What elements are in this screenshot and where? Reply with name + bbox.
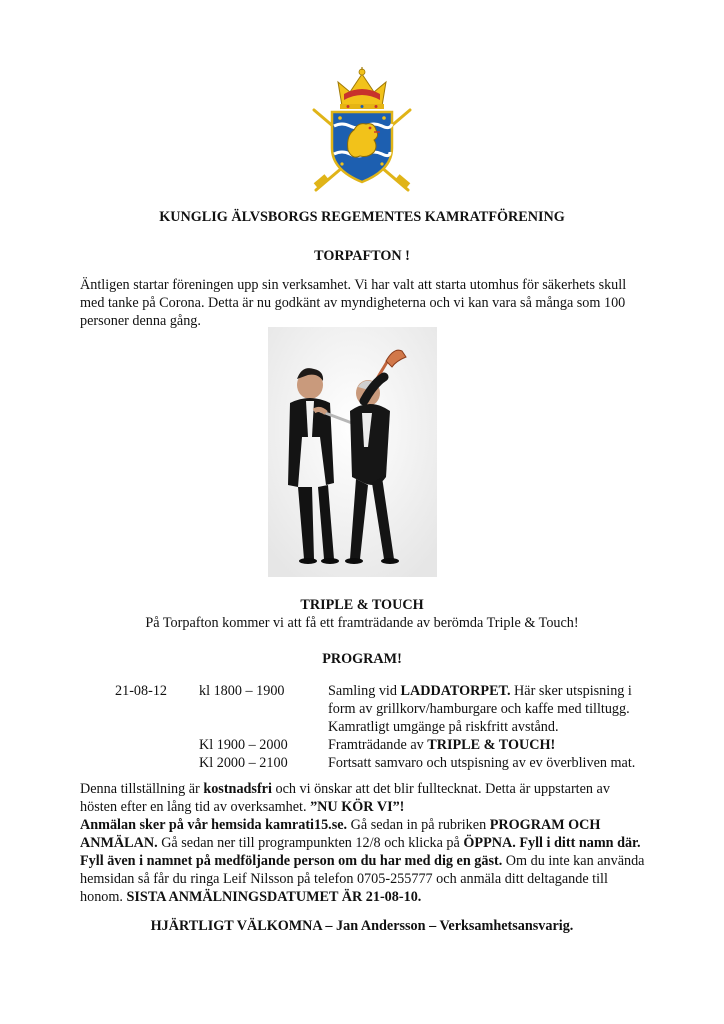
- program-time: kl 1800 – 1900: [199, 683, 285, 699]
- program-title: PROGRAM!: [322, 651, 402, 667]
- program-description: Samling vid LADDATORPET. Här sker utspisning i form av grillkorv/hamburgare och kaffe med tilltugg. Kamratligt umgänge på riskfritt avstånd.: [328, 683, 632, 735]
- band-title: TRIPLE & TOUCH: [300, 597, 424, 613]
- free-of-charge: kostnadsfri: [203, 781, 272, 797]
- program-description: Fortsatt samvaro och utspisning av ev överbliven mat.: [328, 755, 636, 771]
- regimental-crest-icon: [308, 66, 416, 196]
- program-time: Kl 2000 – 2100: [199, 755, 288, 771]
- program-date: 21-08-12: [115, 683, 168, 699]
- band-description: På Torpafton kommer vi att få ett framträdande av berömda Triple & Touch!: [145, 615, 579, 631]
- organization-title: KUNGLIG ÄLVSBORGS REGEMENTES KAMRATFÖRENING: [159, 209, 565, 225]
- program-time: Kl 1900 – 2000: [199, 737, 288, 753]
- closing-line: HJÄRTLIGT VÄLKOMNA – Jan Andersson – Verksamhetsansvarig.: [150, 918, 574, 934]
- registration-details: Denna tillställning är kostnadsfri och vi önskar att det blir fulltecknat. Detta är uppstarten av hösten efter en lång tid av overksamhet. ”NU KÖR VI”! Anmälan sker på vår hemsida kamrati15.se. Gå sedan in på rubriken PROGRAM OCH ANMÄLAN. Gå sedan ner till programpunkten 12/8 och klicka på ÖPPNA. Fyll i ditt namn där. Fyll även i namnet på medföljande person om du har med dig en gäst. Om du inte kan använda hemsidan så får du ringa Leif Nilsson på telefon 0705-255777 och anmäla ditt deltagande till honom. SISTA ANMÄLNINGSDATUMET ÄR 21-08-10.: [80, 781, 645, 905]
- intro-paragraph: Äntligen startar föreningen upp sin verksamhet. Vi har valt att starta utomhus för säkerhets skull med tanke på Corona. Detta är nu godkänt av myndigheterna och vi kan vara så många som 100 personer denna gång.: [80, 277, 627, 329]
- registration-deadline: SISTA ANMÄLNINGSDATUMET ÄR 21-08-10.: [126, 889, 422, 905]
- event-title: TORPAFTON !: [314, 248, 410, 264]
- program-description: Framträdande av TRIPLE & TOUCH!: [328, 737, 556, 753]
- trumpet-players-photo: [268, 327, 437, 577]
